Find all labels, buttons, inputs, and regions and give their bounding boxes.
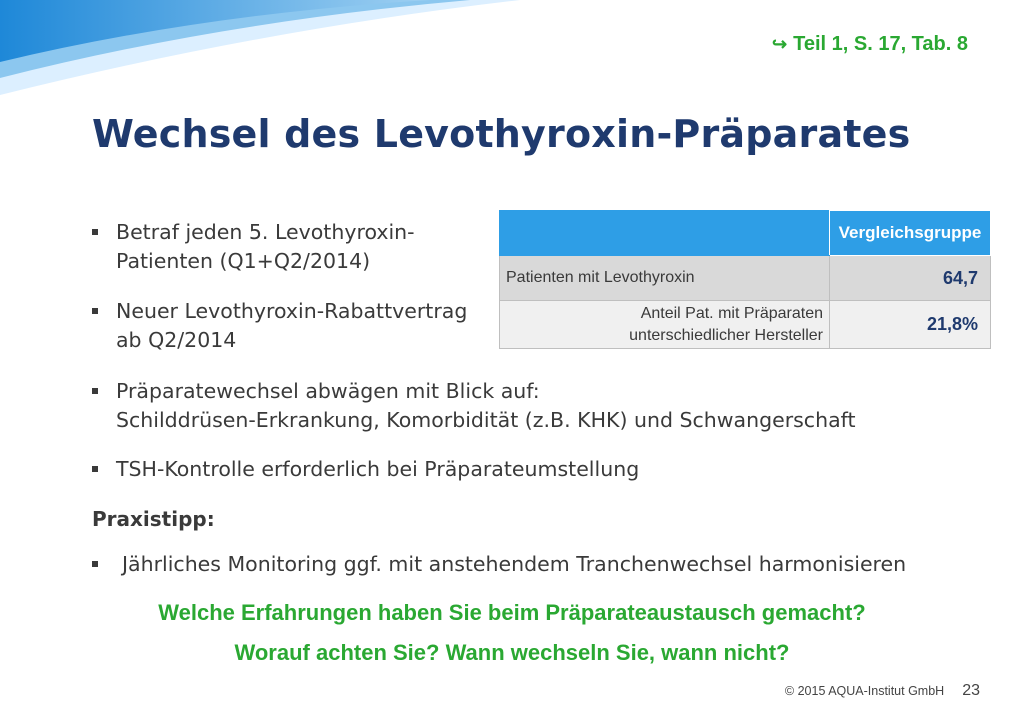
tip-heading: Praxistipp: [92,507,215,531]
table-header-empty-cell [500,211,830,256]
page-number: 23 [962,682,980,699]
table-row-label: Patienten mit Levothyroxin [500,256,830,301]
bullet-item [92,377,912,435]
bullet-line: Patienten (Q1+Q2/2014) [116,249,371,273]
discussion-question: Worauf achten Sie? Wann wechseln Sie, wann nicht? [234,640,790,665]
copyright-text: © 2015 AQUA-Institut GmbH [784,684,945,698]
table-row-value: 64,7 [830,256,991,301]
corner-decoration [0,0,520,100]
bullet-square-icon [92,561,98,567]
slide-footer [785,682,980,700]
bullet-line: Präparatewechsel abwägen mit Blick auf: [116,379,540,403]
table-header-cell: Vergleichsgruppe [830,211,991,256]
bullet-square-icon [92,308,98,314]
bullet-square-icon [92,229,98,235]
bullet-line: Neuer Levothyroxin-Rabattvertrag [116,299,468,323]
reference-text: Teil 1, S. 17, Tab. 8 [793,33,968,55]
comparison-table [499,210,991,349]
bullet-square-icon [92,466,98,472]
tip-bullet-text: Jährliches Monitoring ggf. mit anstehendem Tranchenwechsel harmonisieren [122,552,907,576]
slide-title: Wechsel des Levothyroxin-Präparates [92,112,911,156]
bullet-line: TSH-Kontrolle erforderlich bei Präparateumstellung [116,457,640,481]
table-row [500,256,991,301]
return-arrow-icon: ↪ [772,34,788,54]
bullet-item [92,297,482,355]
table-row-label-line: Anteil Pat. mit Präparaten [640,304,823,322]
bullet-line: Schilddrüsen-Erkrankung, Komorbidität (z.B. KHK) und Schwangerschaft [116,408,856,432]
bullet-line: Betraf jeden 5. Levothyroxin- [116,220,415,244]
bullet-square-icon [92,388,98,394]
table-row-value: 21,8% [830,301,991,349]
table-row-label [500,301,830,349]
bullet-item [92,218,482,276]
tip-bullet [92,550,972,579]
discussion-question: Welche Erfahrungen haben Sie beim Präparateaustausch gemacht? [158,600,866,625]
table-row [500,301,991,349]
table-header-row [500,211,991,256]
table-row-label-line: unterschiedlicher Hersteller [629,326,823,344]
source-reference [772,33,968,56]
bullet-line: ab Q2/2014 [116,328,237,352]
bullet-item [92,455,912,484]
